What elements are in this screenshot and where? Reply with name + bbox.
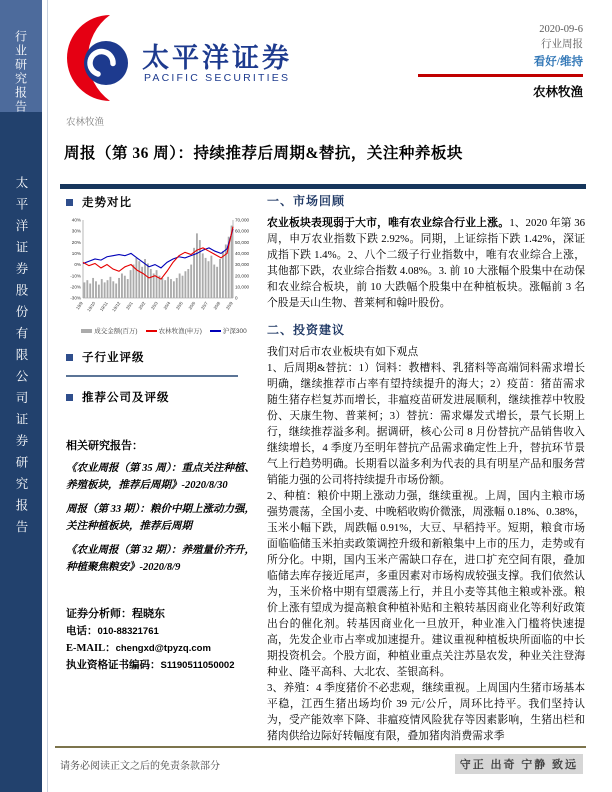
advice-paragraph-1: 1、后周期&替抗：1）饲料：教槽料、乳猪料等高端饲料需求增长明确，继续推荐市占率有望持续提升的海大；2）疫苗：猪苗需求随生猪存栏复苏而增长，非瘟疫苗研发进展顺利，继续推荐中牧股份、天康生物、普莱柯；3）替抗：需求爆发式增长，景气长期上行，继续推荐溢多利。据调研，核心公司 8 月份替抗产品销售收入继续增长，4 季度乃至明年替抗产品需求确定性上升，替抗环节景气上行趋势明确。长期看以溢多利为代表的具有明星产品和服务营销能力强的公司将持续提升市场份额。 — [267, 362, 585, 486]
footer-disclaimer: 请务必阅读正文之后的免责条款部分 — [60, 761, 220, 772]
svg-text:10%: 10% — [71, 251, 81, 257]
svg-text:20/7: 20/7 — [199, 300, 209, 311]
svg-text:30,000: 30,000 — [235, 262, 250, 268]
investment-advice-section — [267, 321, 585, 744]
related-report-item: 《农业周报（第 32 期）：养殖量价齐升，种植聚焦粮安》-2020/8/9 — [66, 545, 255, 573]
related-reports — [66, 437, 262, 576]
legend-index-line: 沪深300 — [210, 326, 247, 335]
red-line-swatch-icon — [146, 330, 157, 332]
advice-paragraph-2: 2、种植：粮价中期上涨动力强，继续重视。上周，国内主粮市场强势震荡，全国小麦、中晚稻收购价微涨，周涨幅 0.18%、0.38%，玉米小幅下跌，周跌幅 0.91%，大豆、早稻持平。短期，粮食市场面临临储玉米拍卖政策调控升级和新粮集中上市的压力，走势或有所分化。中期，国内玉米产需缺口存在，进口扩充空间有限，叠加临储去库存接近尾声，多重因素对市场构成较强支撑。我们依然认为，玉米价格中期有望震荡上行，并且小麦等其他主粮或补涨。粮价上涨有望成为提高粮食种植补贴和主粮转基因商业化等利好政策出台的催化剂。转基因商业化一旦放开，种业准入门槛将快速提高，先发企业市占率或加速提升。建议重视种植板块所面临的中长期投资机会。个股方面，种植业重点关注苏垦农发，种业关注登海种业、隆平高科、大北农、荃银高科。 — [267, 490, 585, 678]
category-label: 农林牧渔 — [66, 118, 105, 128]
industry-rating: 看好/维持 — [533, 56, 583, 68]
svg-text:20/3: 20/3 — [149, 300, 159, 311]
section-heading: 一、市场回顾 — [267, 194, 346, 208]
chart-legend — [66, 326, 262, 335]
industry-name: 农林牧渔 — [532, 85, 583, 99]
logo-mark-icon — [64, 12, 134, 104]
svg-text:50,000: 50,000 — [235, 239, 250, 245]
report-type: 行业周报 — [541, 39, 583, 50]
sidebar-company-vertical: 太平洋证券股份有限公司证券研究报告 — [14, 176, 28, 542]
analyst-info — [66, 606, 262, 674]
legend-volume: 成交金额(百万) — [81, 326, 137, 335]
market-review-section — [267, 192, 585, 311]
svg-text:-10%: -10% — [70, 273, 81, 279]
legend-industry-line: 农林牧渔(申万) — [146, 326, 202, 335]
title-rule — [60, 184, 586, 189]
svg-text:20/1: 20/1 — [124, 300, 134, 311]
analyst-name-line: 证券分析师：程晓东 — [66, 608, 165, 620]
svg-text:-30%: -30% — [70, 295, 81, 301]
svg-text:10,000: 10,000 — [235, 284, 250, 290]
related-report-item: 周报（第 33 期）：粮价中期上涨动力强，关注种植板块，推荐后周期 — [66, 504, 255, 532]
svg-text:30%: 30% — [71, 228, 81, 234]
related-report-item: 《农业周报（第 35 周）：重点关注种植、养殖板块，推荐后周期》-2020/8/30 — [66, 463, 255, 491]
svg-text:40%: 40% — [71, 217, 81, 223]
companies-heading: 推荐公司及评级 — [66, 389, 262, 405]
analyst-phone-line: 电话：010-88321761 — [66, 626, 159, 637]
svg-text:19/10: 19/10 — [86, 300, 97, 313]
pacific-securities-logo — [64, 12, 294, 107]
footer-rule — [55, 746, 586, 748]
svg-text:20/8: 20/8 — [212, 300, 222, 311]
svg-text:40,000: 40,000 — [235, 251, 250, 257]
sidebar-report-type-vertical: 行业研究报告 — [13, 30, 28, 114]
svg-text:20/5: 20/5 — [174, 300, 184, 311]
svg-text:0: 0 — [235, 295, 238, 301]
sub-rating-heading: 子行业评级 — [66, 349, 262, 365]
left-column — [66, 194, 262, 674]
footer-motto: 守正 出奇 宁静 致远 — [455, 754, 583, 774]
volume-swatch-icon — [81, 329, 92, 333]
square-bullet-icon — [66, 354, 73, 361]
report-date: 2020-09-6 — [539, 24, 583, 35]
svg-text:70,000: 70,000 — [235, 217, 250, 223]
svg-text:20%: 20% — [71, 239, 81, 245]
square-bullet-icon — [66, 394, 73, 401]
svg-text:20/2: 20/2 — [137, 300, 147, 311]
sidebar-divider-line — [47, 0, 48, 792]
svg-text:0%: 0% — [74, 262, 81, 268]
trend-chart-box — [66, 216, 262, 335]
analyst-email-line: E-MAIL：chengxd@tpyzq.com — [66, 643, 211, 654]
market-review-paragraph: 农业板块表现弱于大市，唯有农业综合行业上涨。1、2020 年第 36 周，申万农业指数下跌 2.92%。同期，上证综指下跌 1.42%，深证成指下跌 1.4%。2、八个二级子行业指数中，唯有农业综合上涨，其他都下跌，农业综合指数 4.08%。3. 前 10 大涨幅个股集中在动保和农业综合板块，前 10 大跌幅个股集中在种植板块。涨幅前 3 名个股是天山生物、普莱柯和翰叶股份。 — [267, 217, 585, 309]
trend-chart — [66, 216, 258, 320]
red-accent-rule — [418, 74, 583, 77]
blue-line-swatch-icon — [210, 330, 221, 332]
header-meta — [418, 22, 583, 100]
svg-text:20,000: 20,000 — [235, 273, 250, 279]
section-heading: 二、投资建议 — [267, 323, 346, 337]
svg-text:19/9: 19/9 — [74, 300, 84, 311]
advice-intro-paragraph: 我们对后市农业板块有如下观点 — [267, 346, 419, 358]
right-column — [267, 192, 585, 754]
logo-company-name-cn: 太平洋证券 — [142, 43, 292, 73]
svg-text:60,000: 60,000 — [235, 228, 250, 234]
section-divider-line — [66, 375, 238, 377]
left-sidebar — [0, 0, 42, 792]
svg-text:19/11: 19/11 — [98, 300, 109, 313]
svg-text:19/12: 19/12 — [111, 300, 122, 313]
trend-heading: 走势对比 — [66, 194, 262, 210]
advice-paragraph-3: 3、养殖：4 季度猪价不必悲观，继续重视。上周国内生猪市场基本平稳，江西生猪出场均价 39 元/公斤，周环比持平。我们坚持认为，受产能效率下降、非瘟疫情风险犹存等因素影响，生猪出栏和猪肉供给边际好转幅度有限，叠加猪肉消费需求季 — [267, 682, 585, 742]
report-title: 周报（第 36 周）：持续推荐后周期&替抗，关注种养板块 — [64, 145, 463, 162]
logo-company-name-en: PACIFIC SECURITIES — [144, 72, 291, 84]
svg-text:20/9: 20/9 — [224, 300, 234, 311]
analyst-license-line: 执业资格证书编码：S1190511050002 — [66, 660, 235, 671]
square-bullet-icon — [66, 199, 73, 206]
svg-text:-20%: -20% — [70, 284, 81, 290]
svg-text:20/4: 20/4 — [162, 300, 172, 311]
svg-text:20/6: 20/6 — [187, 300, 197, 311]
related-reports-heading: 相关研究报告： — [66, 440, 143, 452]
